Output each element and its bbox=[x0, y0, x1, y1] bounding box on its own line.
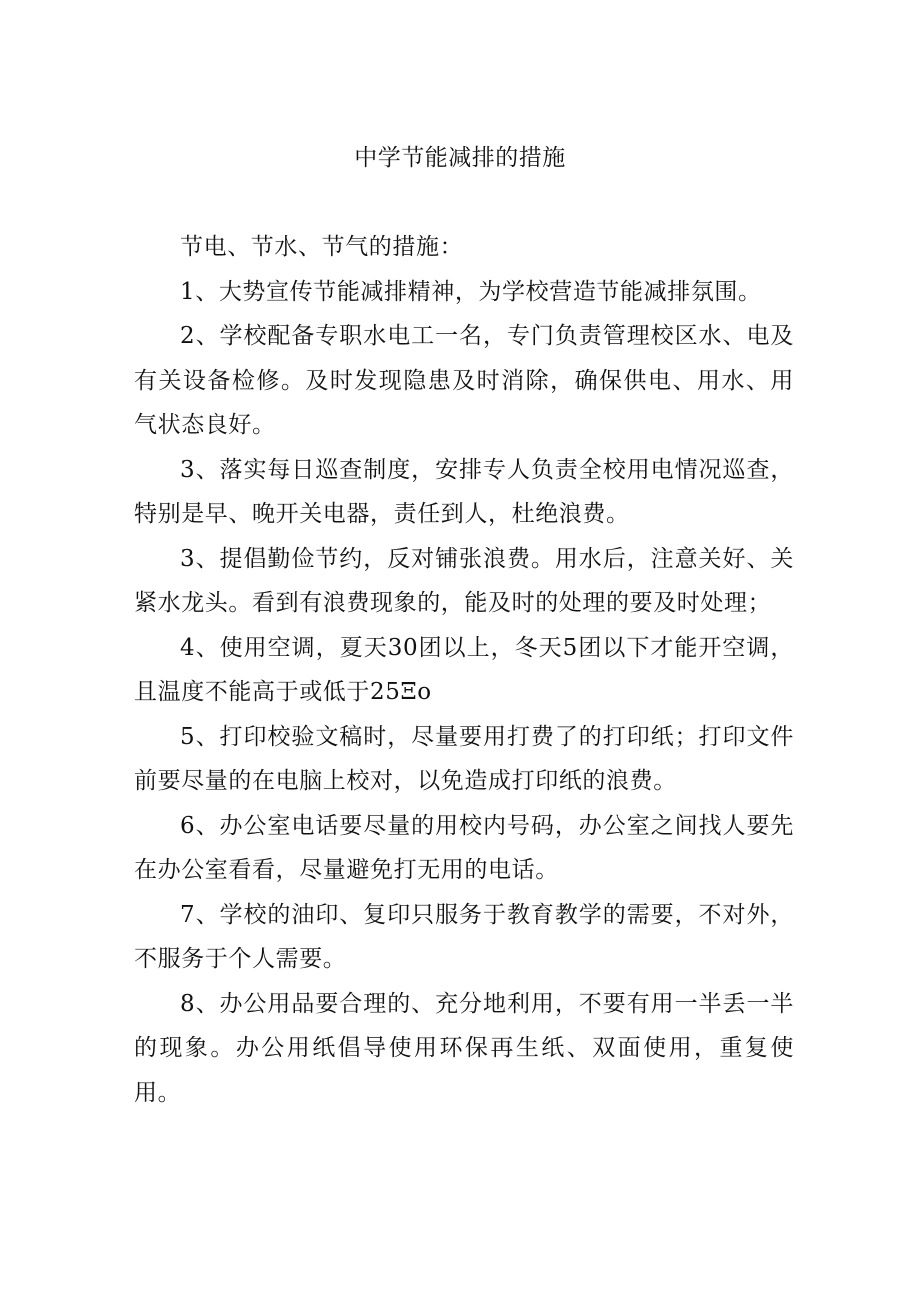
paragraph-item-3b: 3、提倡勤俭节约，反对铺张浪费。用水后，注意关好、关紧水龙头。看到有浪费现象的，能及时的处理的要及时处理； bbox=[134, 545, 794, 616]
paragraph-item-4: 4、使用空调，夏天30团以上，冬天5团以下才能开空调，且温度不能高于或低于25Ξo bbox=[134, 634, 794, 705]
paragraph-item-8: 8、办公用品要合理的、充分地利用，不要有用一半丢一半的现象。办公用纸倡导使用环保再生纸、双面使用，重复使用。 bbox=[134, 990, 794, 1106]
document-body bbox=[134, 225, 794, 1115]
paragraph-item-1: 1、大势宣传节能减排精神，为学校营造节能减排氛围。 bbox=[180, 278, 762, 305]
paragraph-item-7: 7、学校的油印、复印只服务于教育教学的需要，不对外，不服务于个人需要。 bbox=[134, 901, 794, 972]
paragraph-item-3a: 3、落实每日巡查制度，安排专人负责全校用电情况巡查，特别是早、晚开关电器，责任到人，杜绝浪费。 bbox=[134, 456, 794, 527]
paragraph-item-6: 6、办公室电话要尽量的用校内号码，办公室之间找人要先在办公室看看，尽量避免打无用的电话。 bbox=[134, 812, 794, 883]
document-title: 中学节能减排的措施 bbox=[354, 145, 566, 171]
paragraph-item-5: 5、打印校验文稿时，尽量要用打费了的打印纸；打印文件前要尽量的在电脑上校对，以免造成打印纸的浪费。 bbox=[134, 723, 794, 794]
paragraph-item-2: 2、学校配备专职水电工一名，专门负责管理校区水、电及有关设备检修。及时发现隐患及时消除，确保供电、用水、用气状态良好。 bbox=[134, 323, 794, 438]
paragraph-intro: 节电、节水、节气的措施： bbox=[180, 234, 464, 260]
